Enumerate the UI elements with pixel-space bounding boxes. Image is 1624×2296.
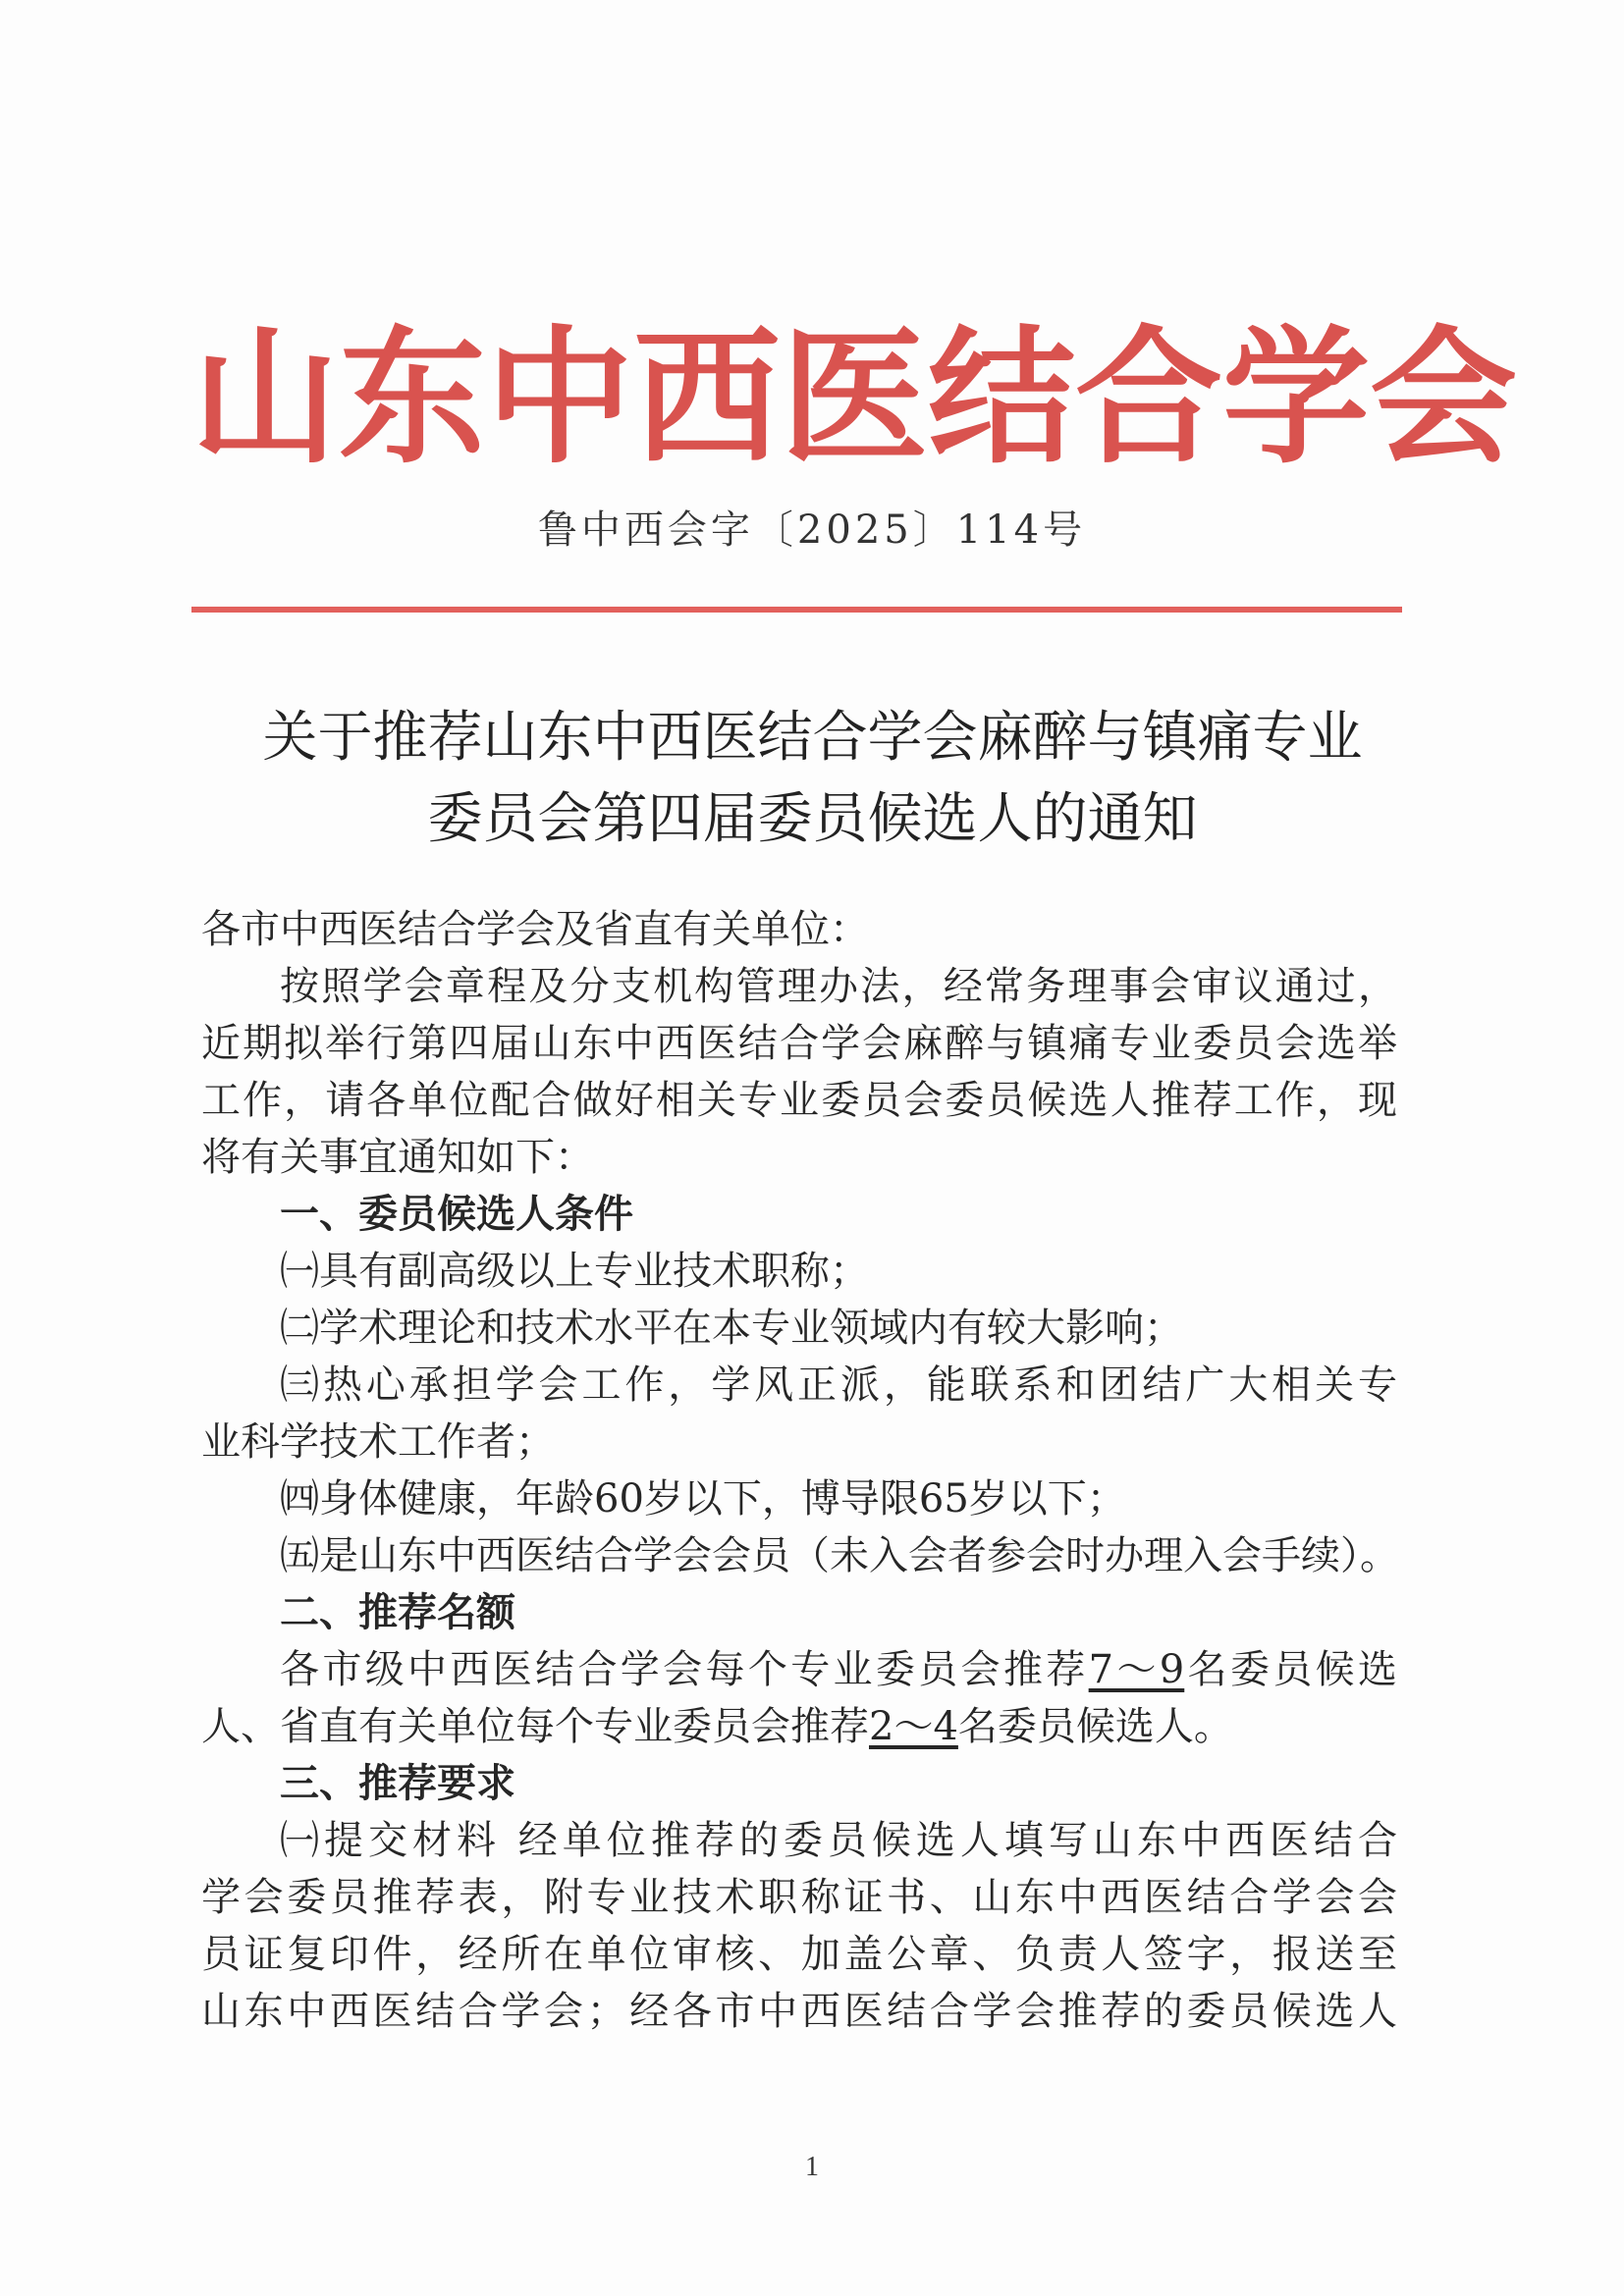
section-1-heading: 一、委员候选人条件 xyxy=(280,1192,633,1237)
intro-line-4: 将有关事宜通知如下： xyxy=(201,1135,594,1180)
intro-line-3: 工作，请各单位配合做好相关专业委员会委员候选人推荐工作，现 xyxy=(201,1078,1397,1123)
salutation: 各市中西医结合学会及省直有关单位： xyxy=(201,907,869,952)
section-2-heading: 二、推荐名额 xyxy=(280,1590,515,1635)
intro-line-1: 按照学会章程及分支机构管理办法，经常务理事会审议通过， xyxy=(280,964,1397,1009)
organization-letterhead: 山东中西医结合学会 xyxy=(191,311,1518,484)
condition-item-3-line-2: 业科学技术工作者； xyxy=(201,1419,555,1465)
condition-item-4: ㈣身体健康，年龄60岁以下，博导限65岁以下； xyxy=(280,1476,1126,1522)
red-divider-line xyxy=(191,607,1402,613)
quota-line-1-text-b: 名委员候选 xyxy=(1184,1647,1398,1692)
intro-line-2: 近期拟举行第四届山东中西医结合学会麻醉与镇痛专业委员会选举 xyxy=(201,1021,1397,1066)
requirement-line-2: 学会委员推荐表，附专业技术职称证书、山东中西医结合学会会 xyxy=(201,1875,1397,1920)
condition-item-5: ㈤是山东中西医结合学会会员（未入会者参会时办理入会手续）。 xyxy=(280,1533,1399,1578)
condition-item-1: ㈠具有副高级以上专业技术职称； xyxy=(280,1249,869,1294)
requirement-line-1: ㈠提交材料 经单位推荐的委员候选人填写山东中西医结合 xyxy=(280,1818,1397,1863)
quota-line-1 xyxy=(280,1641,1397,1698)
condition-item-3-line-1: ㈢热心承担学会工作，学风正派，能联系和团结广大相关专 xyxy=(280,1362,1397,1408)
quota-line-2-text-a: 人、省直有关单位每个专业委员会推荐 xyxy=(201,1704,869,1749)
page-number: 1 xyxy=(805,2152,819,2182)
notice-title-line-1: 关于推荐山东中西医结合学会麻醉与镇痛专业 xyxy=(262,706,1363,770)
requirement-line-4: 山东中西医结合学会；经各市中西医结合学会推荐的委员候选人 xyxy=(201,1989,1397,2034)
city-quota-value: 7～9 xyxy=(1088,1647,1185,1692)
requirement-line-3: 员证复印件，经所在单位审核、加盖公章、负责人签字，报送至 xyxy=(201,1932,1397,1977)
document-number: 鲁中西会字〔2025〕114号 xyxy=(537,507,1087,553)
condition-item-2: ㈡学术理论和技术水平在本专业领域内有较大影响； xyxy=(280,1306,1183,1351)
quota-line-2-text-b: 名委员候选人。 xyxy=(957,1704,1233,1749)
section-3-heading: 三、推荐要求 xyxy=(280,1761,515,1806)
notice-title-line-2: 委员会第四届委员候选人的通知 xyxy=(427,787,1198,851)
provincial-quota-value: 2～4 xyxy=(869,1704,958,1749)
quota-line-1-text-a: 各市级中西医结合学会每个专业委员会推荐 xyxy=(280,1647,1089,1692)
quota-line-2 xyxy=(201,1698,1233,1755)
